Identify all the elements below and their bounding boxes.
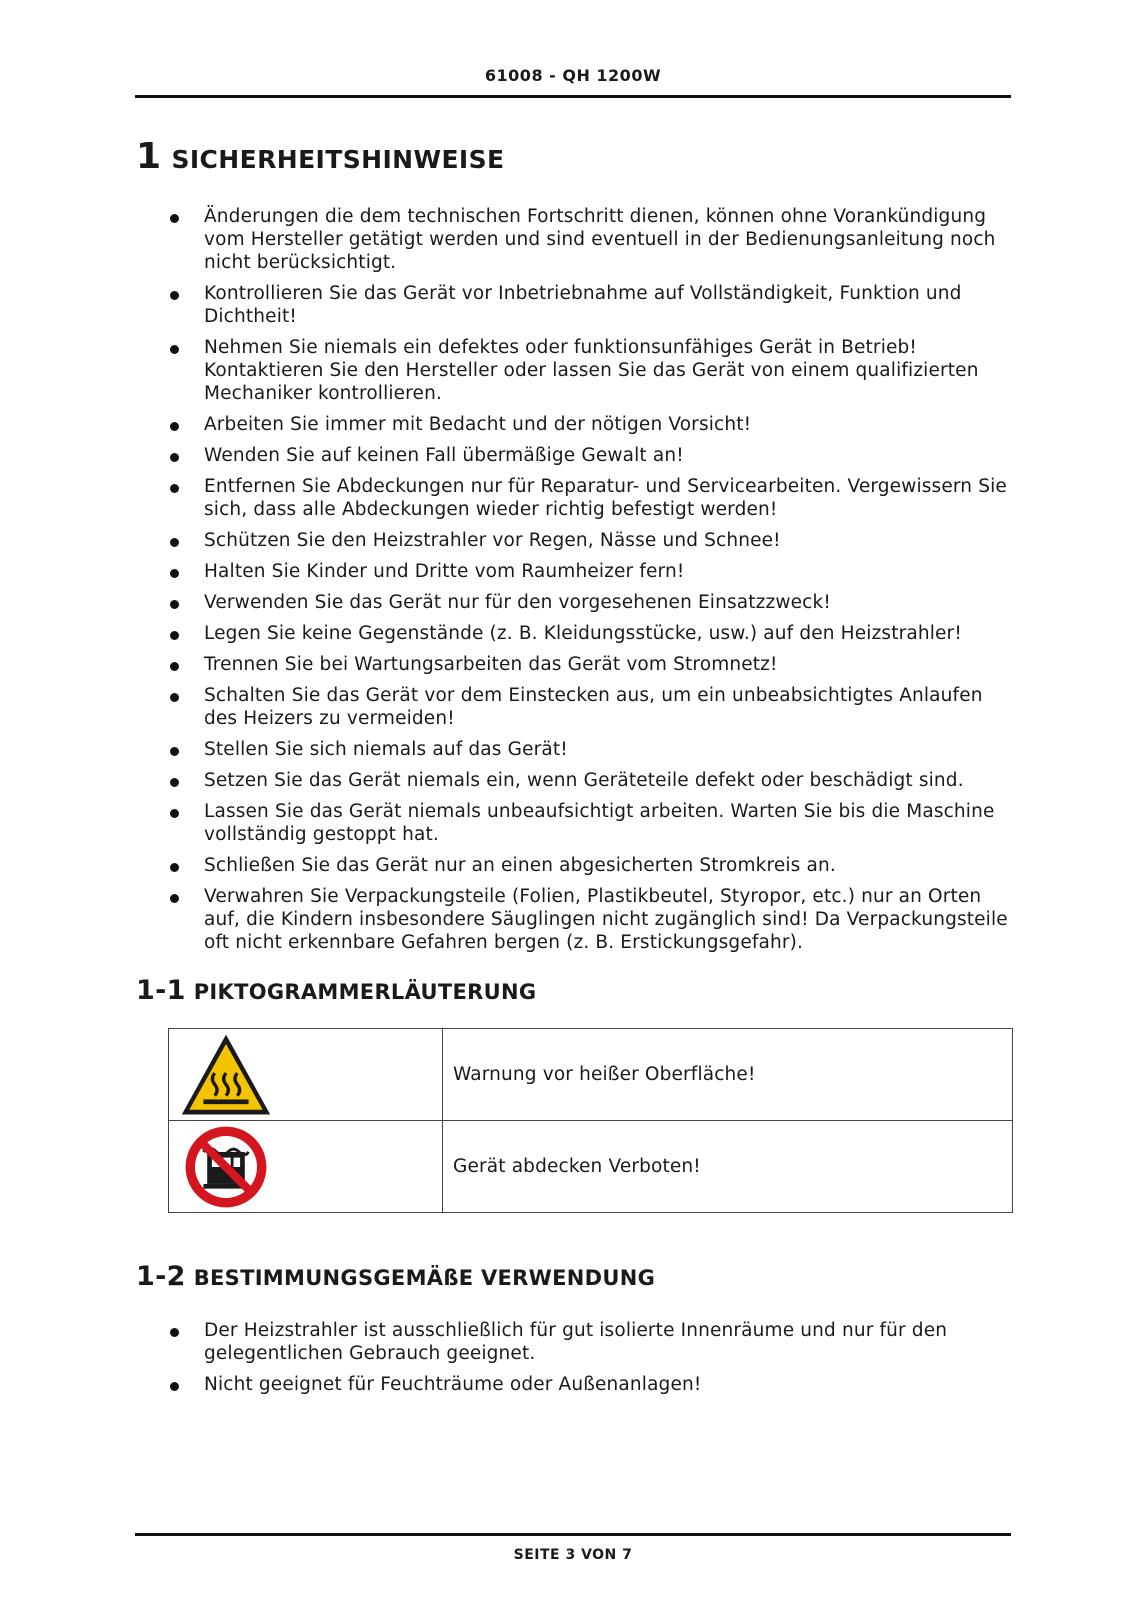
subsection-number: 1-1	[136, 975, 186, 1006]
subsection-heading-pictograms	[136, 975, 536, 1006]
intended-use-list	[170, 1319, 1015, 1404]
hot-surface-warning-icon	[179, 1031, 273, 1119]
do-not-cover-prohibition-icon	[179, 1123, 273, 1211]
pictogram-description: Gerät abdecken Verboten!	[443, 1121, 1013, 1213]
bullet-icon	[170, 778, 179, 787]
bullet-icon	[170, 422, 179, 431]
subsection-title: BESTIMMUNGSGEMÄßE VERWENDUNG	[193, 1266, 656, 1290]
bullet-icon	[170, 693, 179, 702]
bullet-icon	[170, 1382, 179, 1391]
bullet-icon	[170, 538, 179, 547]
bullet-icon	[170, 631, 179, 640]
subsection-heading-intended-use	[136, 1261, 655, 1292]
page-number: SEITE 3 VON 7	[513, 1547, 633, 1563]
bullet-icon	[170, 345, 179, 354]
bullet-icon	[170, 214, 179, 223]
pictogram-cell	[169, 1121, 443, 1213]
pictogram-cell	[169, 1029, 443, 1121]
list-item: Lassen Sie das Gerät niemals unbeaufsichtigt arbeiten. Warten Sie bis die Maschine vollständig gestoppt hat.	[170, 800, 1015, 846]
list-item: Wenden Sie auf keinen Fall übermäßige Gewalt an!	[170, 444, 1015, 467]
list-item: Stellen Sie sich niemals auf das Gerät!	[170, 738, 1015, 761]
section-heading-safety	[136, 136, 505, 177]
bullet-icon	[170, 569, 179, 578]
bullet-icon	[170, 662, 179, 671]
bullet-icon	[170, 809, 179, 818]
bullet-icon	[170, 747, 179, 756]
list-item: Halten Sie Kinder und Dritte vom Raumheizer fern!	[170, 560, 1015, 583]
list-item: Änderungen die dem technischen Fortschritt dienen, können ohne Vorankündigung vom Hersteller getätigt werden und sind eventuell in der Bedienungsanleitung noch nicht berücksichtigt.	[170, 205, 1015, 274]
list-item: Setzen Sie das Gerät niemals ein, wenn Geräteteile defekt oder beschädigt sind.	[170, 769, 1015, 792]
bullet-icon	[170, 600, 179, 609]
pictogram-description: Warnung vor heißer Oberfläche!	[443, 1029, 1013, 1121]
list-item: Nehmen Sie niemals ein defektes oder funktionsunfähiges Gerät in Betrieb! Kontaktieren Sie den Hersteller oder lassen Sie das Gerät von einem qualifizierten Mechaniker kontrollieren.	[170, 336, 1015, 405]
footer-rule	[135, 1533, 1011, 1536]
list-item: Der Heizstrahler ist ausschließlich für gut isolierte Innenräume und nur für den gelegentlichen Gebrauch geeignet.	[170, 1319, 1015, 1365]
bullet-icon	[170, 894, 179, 903]
list-item: Nicht geeignet für Feuchträume oder Außenanlagen!	[170, 1373, 1015, 1396]
table-row	[169, 1121, 1013, 1213]
header-rule	[135, 95, 1011, 98]
subsection-title: PIKTOGRAMMERLÄUTERUNG	[193, 980, 537, 1004]
list-item: Verwahren Sie Verpackungsteile (Folien, Plastikbeutel, Styropor, etc.) nur an Orten auf, die Kindern insbesondere Säuglingen nicht zugänglich sind! Da Verpackungsteile oft nicht erkennbare Gefahren bergen (z. B. Erstickungsgefahr).	[170, 885, 1015, 954]
list-item: Schützen Sie den Heizstrahler vor Regen, Nässe und Schnee!	[170, 529, 1015, 552]
list-item: Schließen Sie das Gerät nur an einen abgesicherten Stromkreis an.	[170, 854, 1015, 877]
section-title: SICHERHEITSHINWEISE	[171, 145, 505, 174]
list-item: Legen Sie keine Gegenstände (z. B. Kleidungsstücke, usw.) auf den Heizstrahler!	[170, 622, 1015, 645]
pictogram-table	[168, 1028, 1013, 1213]
list-item: Entfernen Sie Abdeckungen nur für Reparatur- und Servicearbeiten. Vergewissern Sie sich, dass alle Abdeckungen wieder richtig befestigt werden!	[170, 475, 1015, 521]
list-item: Trennen Sie bei Wartungsarbeiten das Gerät vom Stromnetz!	[170, 653, 1015, 676]
bullet-icon	[170, 291, 179, 300]
document-header-title: 61008 - QH 1200W	[484, 66, 662, 85]
bullet-icon	[170, 1328, 179, 1337]
bullet-icon	[170, 863, 179, 872]
list-item: Schalten Sie das Gerät vor dem Einstecken aus, um ein unbeabsichtigtes Anlaufen des Heizers zu vermeiden!	[170, 684, 1015, 730]
list-item: Kontrollieren Sie das Gerät vor Inbetriebnahme auf Vollständigkeit, Funktion und Dichtheit!	[170, 282, 1015, 328]
section-number: 1	[136, 136, 162, 177]
list-item: Verwenden Sie das Gerät nur für den vorgesehenen Einsatzzweck!	[170, 591, 1015, 614]
list-item: Arbeiten Sie immer mit Bedacht und der nötigen Vorsicht!	[170, 413, 1015, 436]
bullet-icon	[170, 453, 179, 462]
safety-instructions-list	[170, 205, 1015, 962]
bullet-icon	[170, 484, 179, 493]
subsection-number: 1-2	[136, 1261, 186, 1292]
table-row	[169, 1029, 1013, 1121]
